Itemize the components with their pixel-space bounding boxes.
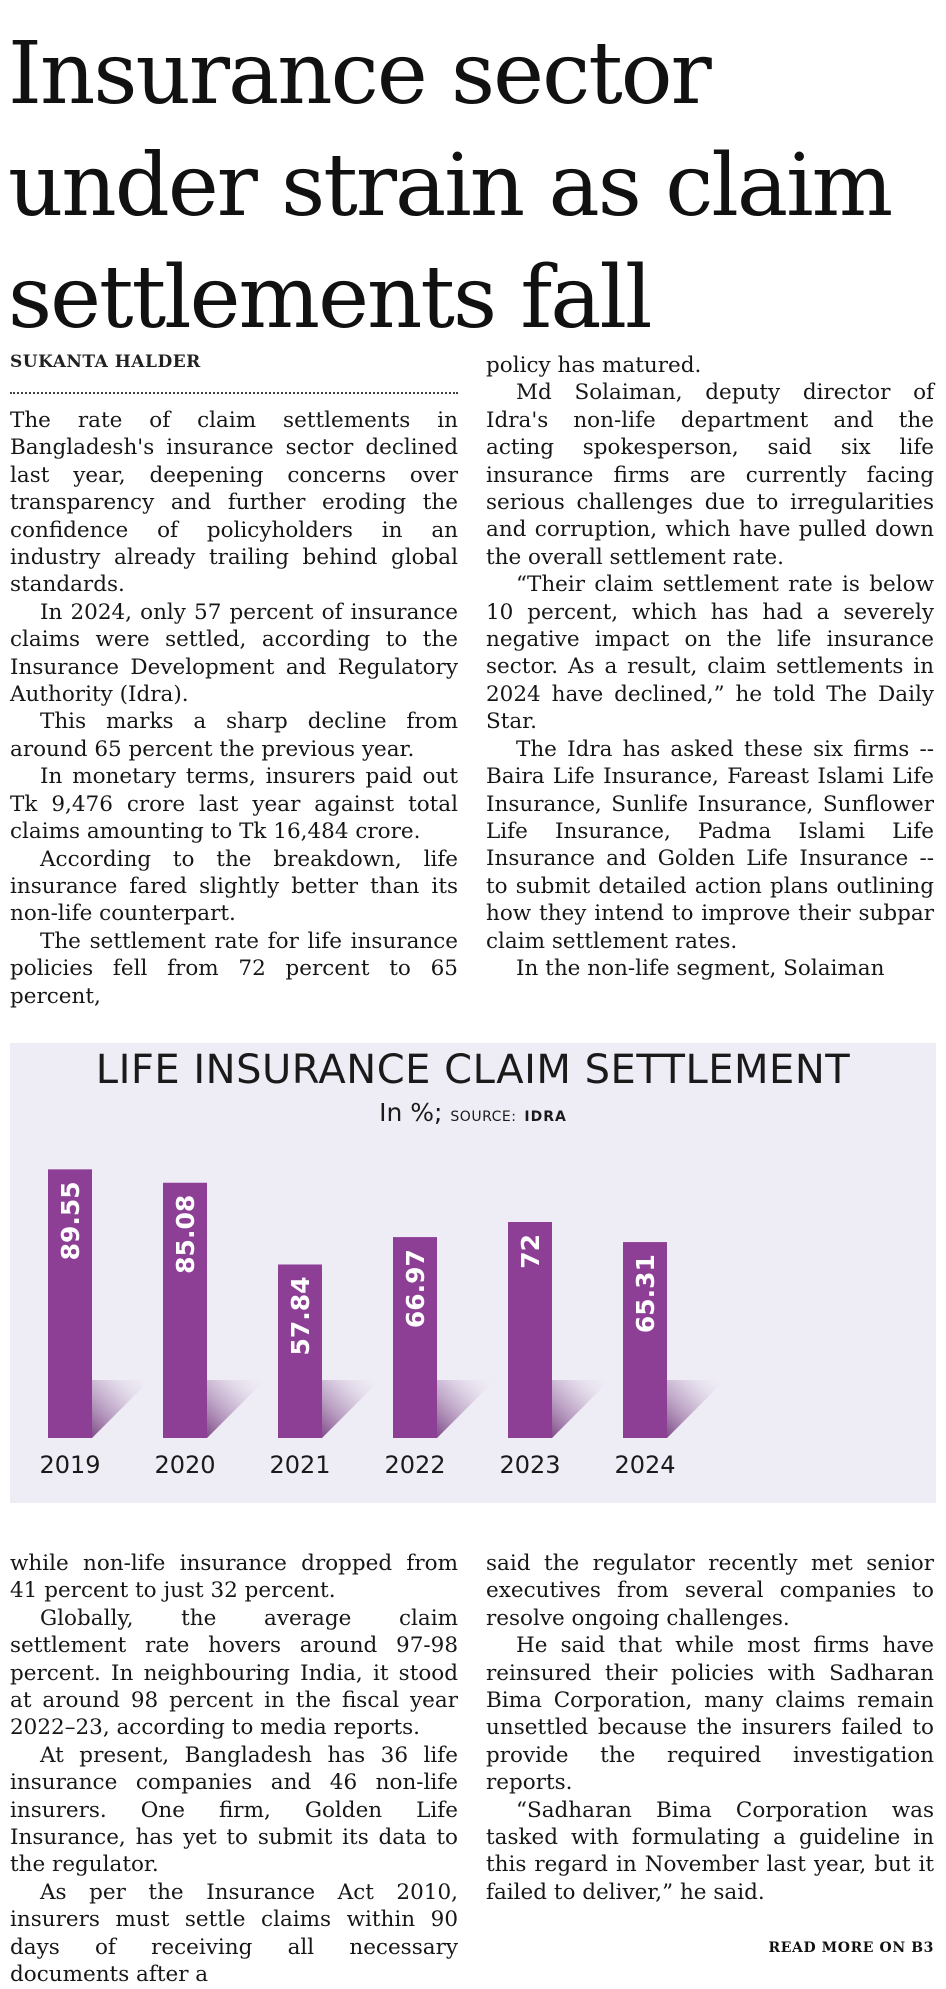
article-paragraph: In monetary terms, insurers paid out Tk 9,476 crore last year against total claims amounting to Tk 16,484 crore. — [10, 764, 458, 845]
byline: SUKANTA HALDER — [10, 352, 201, 372]
article-paragraph: policy has matured. — [486, 353, 702, 378]
article-paragraph: He said that while most firms have reinsured their policies with Sadharan Bima Corporation, many claims remain unsettled because the insurers failed to provide the required investigation reports. — [486, 1633, 934, 1796]
read-more-link[interactable]: READ MORE ON B3 — [768, 1940, 934, 1956]
article-paragraph: Md Solaiman, deputy director of Idra's non-life department and the acting spokesperson, said six life insurance firms are currently facing serious challenges due to irregularities and corruption, which have pulled down the overall settlement rate. — [486, 380, 934, 570]
article-paragraph: In 2024, only 57 percent of insurance claims were settled, according to the Insurance Development and Regulatory Authority (Idra). — [10, 599, 458, 708]
bar-value-label: 85.08 — [171, 1194, 200, 1274]
article-paragraph: This marks a sharp decline from around 65 percent the previous year. — [10, 709, 458, 762]
article-column-right-bottom — [486, 1550, 934, 1906]
article-paragraph: Globally, the average claim settlement rate hovers around 97-98 percent. In neighbouring India, it stood at around 98 percent in the fiscal year 2022–23, according to media reports. — [10, 1605, 458, 1741]
article-paragraph: As per the Insurance Act 2010, insurers must settle claims within 90 days of receiving all necessary documents after a — [10, 1879, 458, 1988]
article-paragraph: “Sadharan Bima Corporation was tasked with formulating a guideline in this regard in November last year, but it failed to deliver,” he said. — [486, 1797, 934, 1905]
chart-unit-label: In %; — [379, 1098, 443, 1127]
x-tick-label: 2020 — [154, 1451, 216, 1479]
chart-source-name: IDRA — [524, 1109, 567, 1125]
byline-divider — [10, 392, 458, 394]
article-paragraph: The Idra has asked these six firms -- Baira Life Insurance, Fareast Islami Life Insurance, Sunlife Insurance, Sunflower Life Insurance, Padma Islami Life Insurance and Golden Life Insurance -- to submit detailed action plans outlining how they intend to improve their subpar claim settlement rates. — [486, 736, 934, 954]
x-tick-label: 2022 — [384, 1451, 446, 1479]
bar-value-label: 89.55 — [56, 1181, 85, 1261]
article-paragraph: said the regulator recently met senior executives from several companies to resolve ongoing challenges. — [486, 1551, 934, 1631]
bar-value-label: 65.31 — [631, 1254, 660, 1334]
bar-value-label: 66.97 — [401, 1249, 430, 1329]
bar-value-label: 57.84 — [286, 1276, 315, 1356]
bar-shadow — [207, 1380, 265, 1438]
bar-chart — [10, 1043, 936, 1503]
bar-shadow — [92, 1380, 150, 1438]
article-paragraph: “Their claim settlement rate is below 10 percent, which has had a severely negative impact on the life insurance sector. As a result, claim settlements in 2024 have declined,” he told The Daily Star. — [486, 572, 934, 735]
article-paragraph: In the non-life segment, Solaiman — [516, 955, 885, 981]
bar-shadow — [667, 1380, 725, 1438]
article-paragraph: while non-life insurance dropped from 41 percent to just 32 percent. — [10, 1551, 458, 1604]
bar-value-label: 72 — [516, 1234, 545, 1269]
x-tick-label: 2021 — [269, 1451, 331, 1479]
headline — [8, 18, 938, 354]
chart-source-label: SOURCE: — [450, 1109, 517, 1125]
x-tick-label: 2024 — [614, 1451, 676, 1479]
bar-shadow — [437, 1380, 495, 1438]
bar-shadow — [552, 1380, 610, 1438]
article-paragraph: The settlement rate for life insurance policies fell from 72 percent to 65 percent, — [10, 928, 458, 1009]
headline-line-1: Insurance sector — [8, 24, 710, 124]
article-paragraph: At present, Bangladesh has 36 life insurance companies and 46 non-life insurers. One firm, Golden Life Insurance, has yet to submit its data to the regulator. — [10, 1742, 458, 1878]
headline-line-2: under strain as claim — [8, 136, 892, 236]
headline-line-3: settlements fall — [8, 248, 651, 348]
x-tick-label: 2023 — [499, 1451, 561, 1479]
chart-title: LIFE INSURANCE CLAIM SETTLEMENT — [95, 1047, 851, 1093]
bar-shadow — [322, 1380, 380, 1438]
article-column-left-top — [10, 407, 458, 1010]
article-column-right-top — [486, 352, 934, 982]
article-paragraph: The rate of claim settlements in Bangladesh's insurance sector declined last year, deepening concerns over transparency and further eroding the confidence of policyholders in an industry already trailing behind global standards. — [10, 408, 458, 598]
article-column-left-bottom — [10, 1550, 458, 1989]
article-paragraph: According to the breakdown, life insurance fared slightly better than its non-life counterpart. — [10, 846, 458, 927]
x-tick-label: 2019 — [39, 1451, 101, 1479]
